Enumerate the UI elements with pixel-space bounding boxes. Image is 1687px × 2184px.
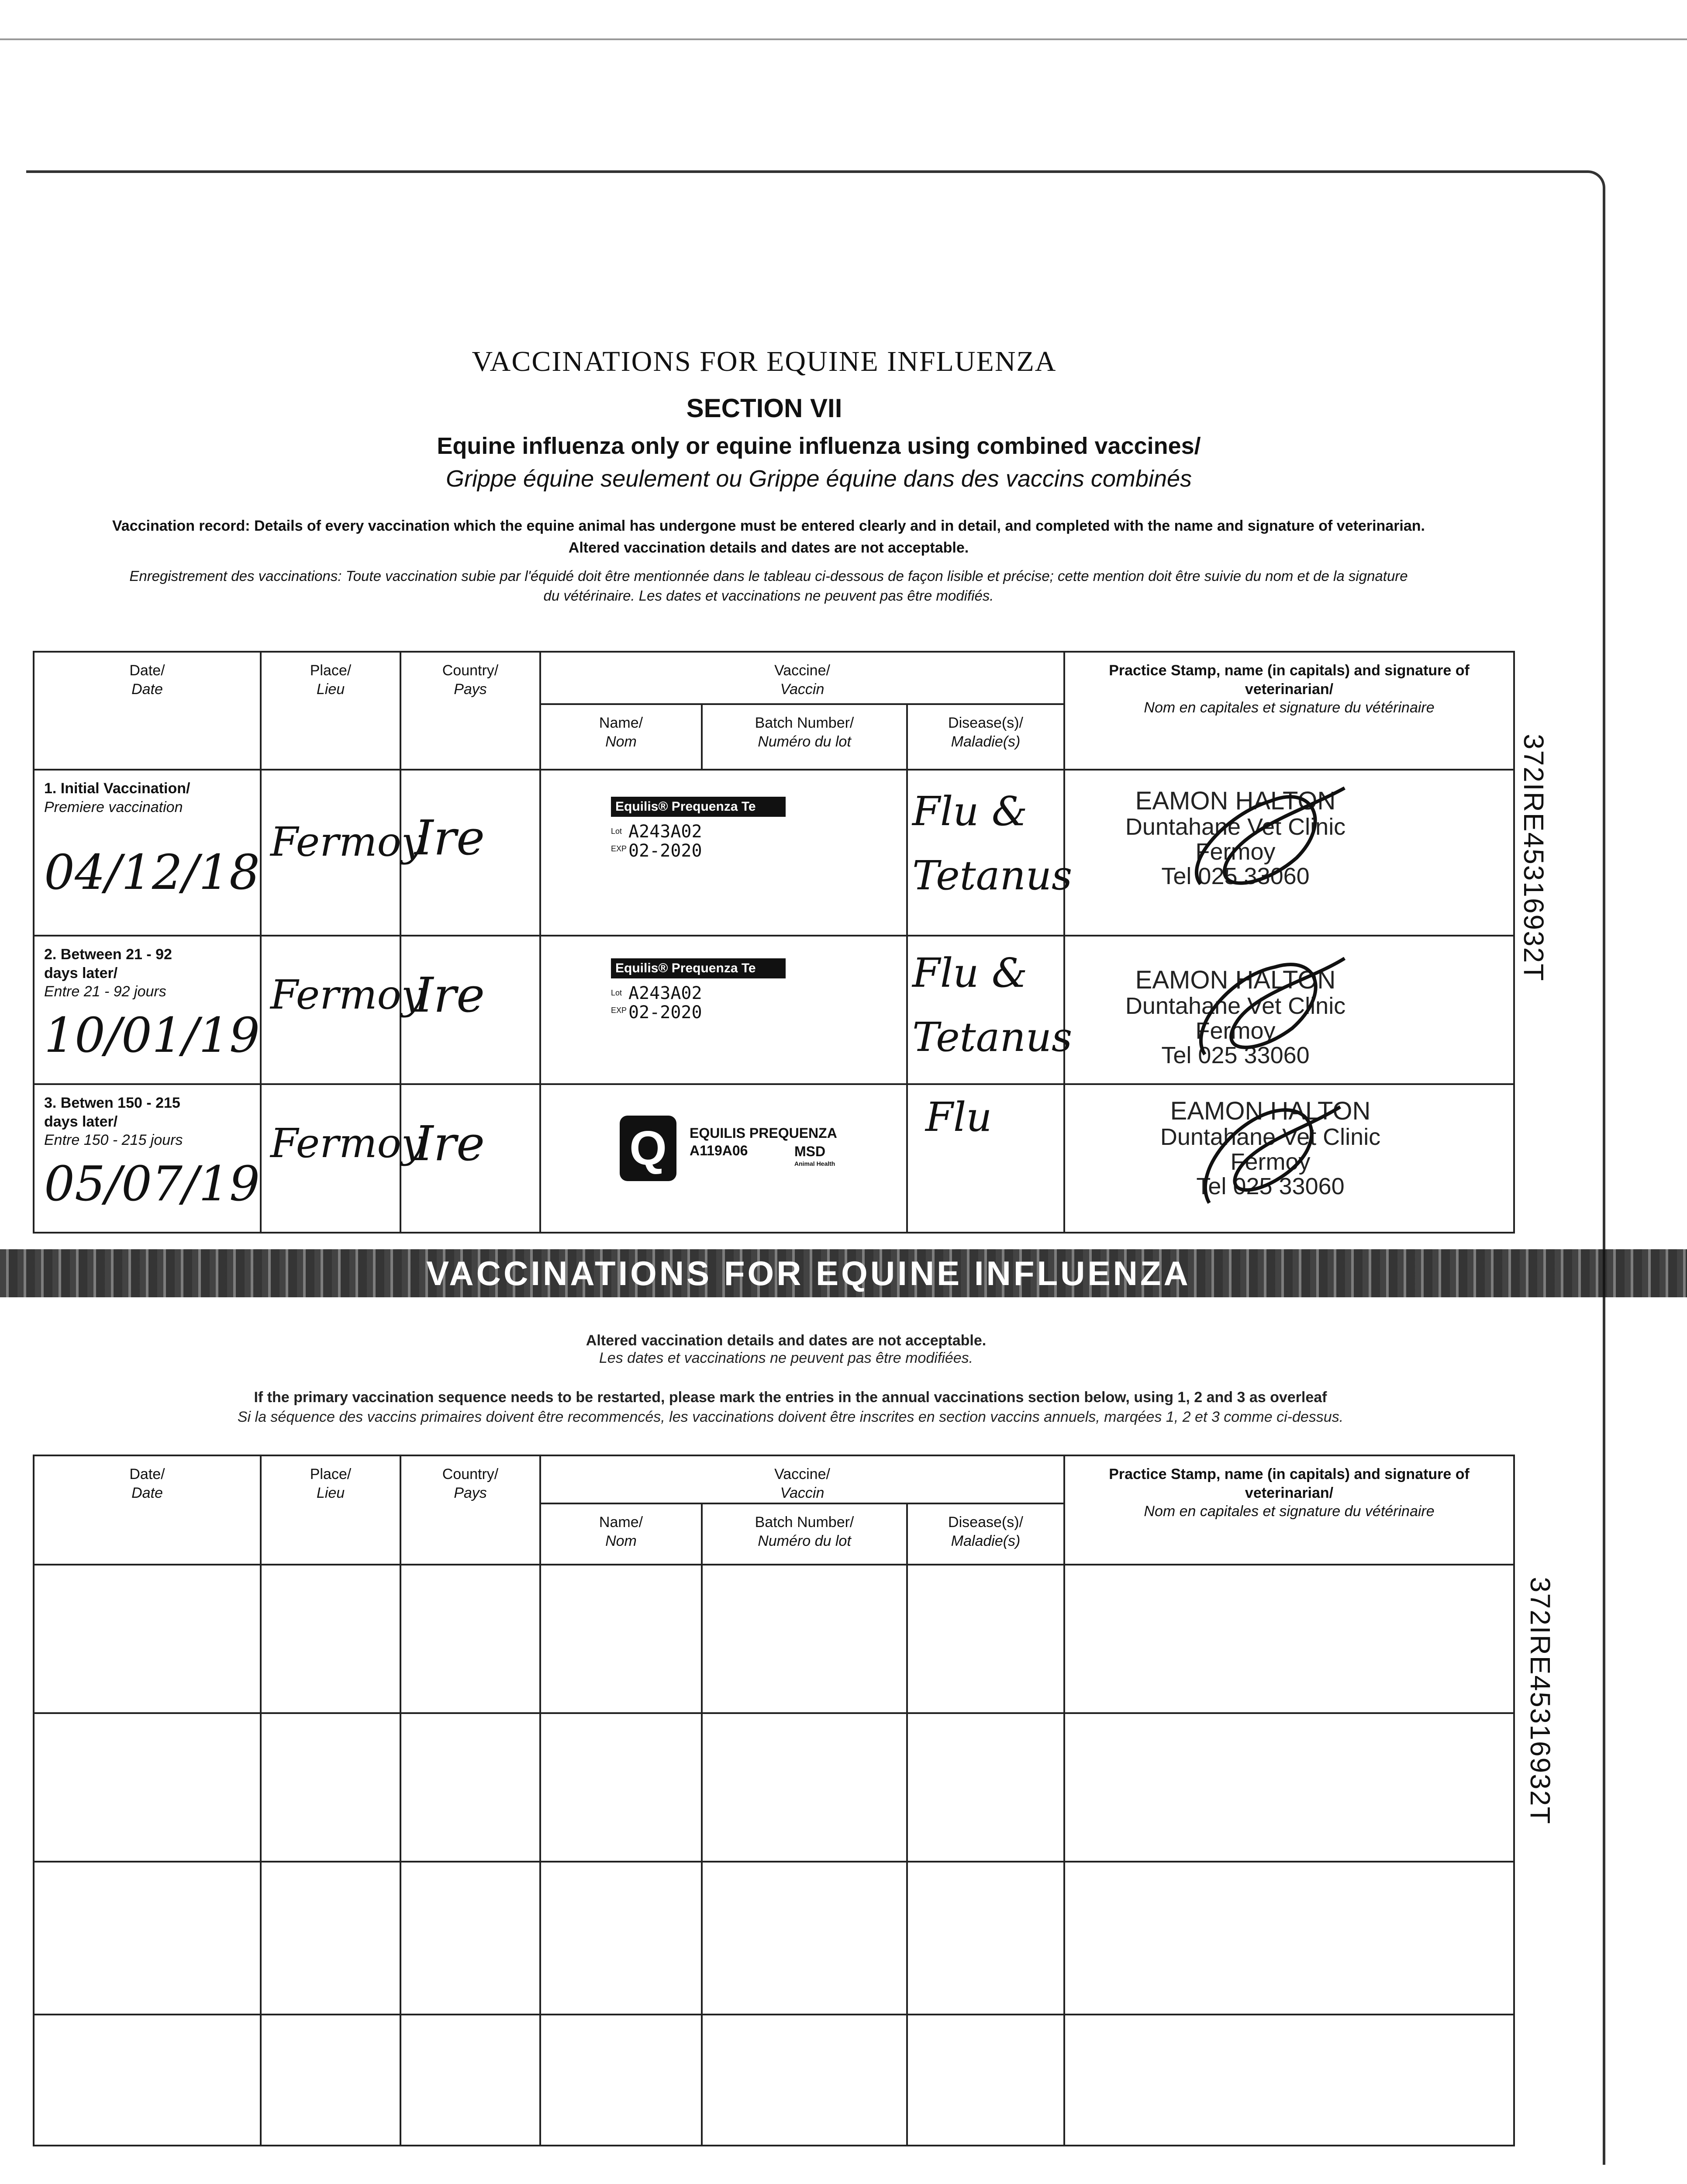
table-row (34, 936, 1514, 1084)
country-handwritten: Ire (414, 967, 485, 1023)
veterinarian-signature (1174, 941, 1349, 1072)
row-country-cell (400, 1084, 540, 1233)
page-title: VACCINATIONS FOR EQUINE INFLUENZA (472, 346, 1057, 377)
msd-q-logo: Q (620, 1116, 676, 1181)
continued-note-fr: Les dates et vaccinations ne peuvent pas être modifiées. (599, 1350, 973, 1366)
row-vaccine-sticker-cell (540, 1084, 907, 1233)
row-date-cell: 2. Between 21 - 92 days later/ Entre 21 - 92 jours 10/01/19 (34, 936, 261, 1084)
serial-number: 372IRE45316932T (1525, 1577, 1556, 1825)
header-batch-number: Batch Number/ Numéro du lot (702, 1503, 907, 1565)
place-handwritten: Fermoy (270, 1120, 424, 1167)
vaccine-sticker: Equilis® Prequenza Te Lot EXP A243A02 02-2020 (611, 958, 786, 1046)
date-handwritten: 04/12/18 (44, 844, 260, 900)
primary-restart-fr: Si la séquence des vaccins primaires doivent être recommencés, les vaccinations doivent être inscrites en section vaccins annuels, marqées 1, 2 et 3 comme ci-dessus. (237, 1409, 1344, 1425)
header-vaccine-name: Name/ Nom (540, 704, 702, 770)
continued-note-en: Altered vaccination details and dates are not acceptable. (586, 1332, 987, 1349)
subtitle-french: Grippe équine seulement ou Grippe équine dans des vaccins combinés (445, 466, 1192, 492)
header-stamp: Practice Stamp, name (in capitals) and signature of veterinarian/ Nom en capitales et signature du vétérinaire (1064, 652, 1514, 770)
empty-row (34, 1713, 1514, 1862)
annual-vaccination-table (33, 1455, 1515, 2146)
date-handwritten: 10/01/19 (44, 1007, 260, 1063)
disease-handwritten: Flu & Tetanus (912, 788, 1073, 899)
row-vaccine-sticker-cell (540, 770, 907, 936)
serial-number: 372IRE45316932T (1518, 734, 1549, 982)
place-handwritten: Fermoy (270, 971, 424, 1018)
row-disease-cell (907, 770, 1073, 936)
disease-handwritten: Flu & Tetanus (912, 950, 1073, 1061)
row-place-cell (261, 936, 424, 1084)
header-disease: Disease(s)/ Maladie(s) (907, 1503, 1064, 1565)
header-country: Country/ Pays (400, 1455, 540, 1565)
empty-row (34, 1565, 1514, 1713)
disease-handwritten: Flu (925, 1094, 992, 1140)
row-vaccine-sticker-cell (540, 936, 907, 1084)
header-vaccine: Vaccine/ Vaccin (540, 1455, 1064, 1503)
vaccine-sticker: Equilis® Prequenza Te Lot EXP A243A02 02-2020 (611, 797, 786, 884)
country-handwritten: Ire (414, 810, 485, 866)
header-stamp: Practice Stamp, name (in capitals) and signature of veterinarian/ Nom en capitales et signature du vétérinaire (1064, 1455, 1514, 1565)
header-vaccine: Vaccine/ Vaccin (540, 652, 1064, 704)
vaccination-table (33, 651, 1515, 1234)
row-place-cell (261, 770, 424, 936)
practice-stamp: EAMON HALTON Duntahane Vet Clinic Fermoy Tel 025 33060 (1160, 1097, 1381, 1200)
record-instructions-en-2: Altered vaccination details and dates are not acceptable. (568, 539, 969, 556)
record-instructions-fr-2: du vétérinaire. Les dates et vaccinations ne peuvent pas être modifiés. (543, 587, 994, 604)
date-handwritten: 05/07/19 (44, 1155, 260, 1212)
section-heading: SECTION VII (686, 394, 842, 423)
row-date-cell: 1. Initial Vaccination/ Premiere vaccination 04/12/18 (34, 770, 261, 936)
row-stamp-cell (1064, 770, 1514, 936)
record-instructions-fr: Enregistrement des vaccinations: Toute vaccination subie par l'équidé doit être mentionnée dans le tableau ci-dessous de façon lisible et précise; cette mention doit être suivie du nom et de la signature (129, 568, 1408, 584)
header-country: Country/ Pays (400, 652, 540, 770)
header-vaccine-name: Name/ Nom (540, 1503, 702, 1565)
record-instructions-en: Vaccination record: Details of every vaccination which the equine animal has undergone must be entered clearly and in detail, and completed with the name and signature of veterinarian. (112, 518, 1425, 534)
row-country-cell (400, 770, 540, 936)
row-disease-cell (907, 936, 1073, 1084)
row-date-cell: 3. Betwen 150 - 215 days later/ Entre 150 - 215 jours 05/07/19 (34, 1084, 261, 1233)
row-country-cell (400, 936, 540, 1084)
header-disease: Disease(s)/ Maladie(s) (907, 704, 1064, 770)
subtitle-english: Equine influenza only or equine influenza using combined vaccines/ (437, 433, 1201, 459)
row-stamp-cell (1064, 1084, 1514, 1233)
scan-top-edge (0, 38, 1687, 40)
veterinarian-signature (1174, 1089, 1349, 1220)
country-handwritten: Ire (414, 1116, 485, 1171)
row-stamp-cell (1064, 936, 1514, 1084)
practice-stamp: EAMON HALTON Duntahane Vet Clinic Fermoy Tel 025 33060 (1125, 787, 1346, 890)
header-place: Place/ Lieu (261, 652, 400, 770)
table-row (34, 1084, 1514, 1233)
header-date: Date/ Date (34, 1455, 261, 1565)
table-row (34, 770, 1514, 936)
header-batch-number: Batch Number/ Numéro du lot (702, 704, 907, 770)
veterinarian-signature (1174, 775, 1349, 906)
empty-row (34, 2015, 1514, 2146)
msd-brand: MSD (794, 1144, 826, 1159)
row-place-cell (261, 1084, 424, 1233)
msd-brand-sub: Animal Health (794, 1160, 835, 1167)
empty-row (34, 1862, 1514, 2015)
primary-restart-en: If the primary vaccination sequence needs to be restarted, please mark the entries in the annual vaccinations section below, using 1, 2 and 3 as overleaf (254, 1389, 1327, 1406)
header-date: Date/ Date (34, 652, 261, 770)
place-handwritten: Fermoy (270, 819, 424, 865)
continued-heading: VACCINATIONS FOR EQUINE INFLUENZA continued (426, 1254, 1190, 1329)
practice-stamp: EAMON HALTON Duntahane Vet Clinic Fermoy Tel 025 33060 (1125, 966, 1346, 1069)
header-place: Place/ Lieu (261, 1455, 400, 1565)
row-disease-cell (907, 1084, 1064, 1233)
vaccine-sticker: EQUILIS PREQUENZA A119A06 MSD Animal Health (690, 1125, 837, 1167)
